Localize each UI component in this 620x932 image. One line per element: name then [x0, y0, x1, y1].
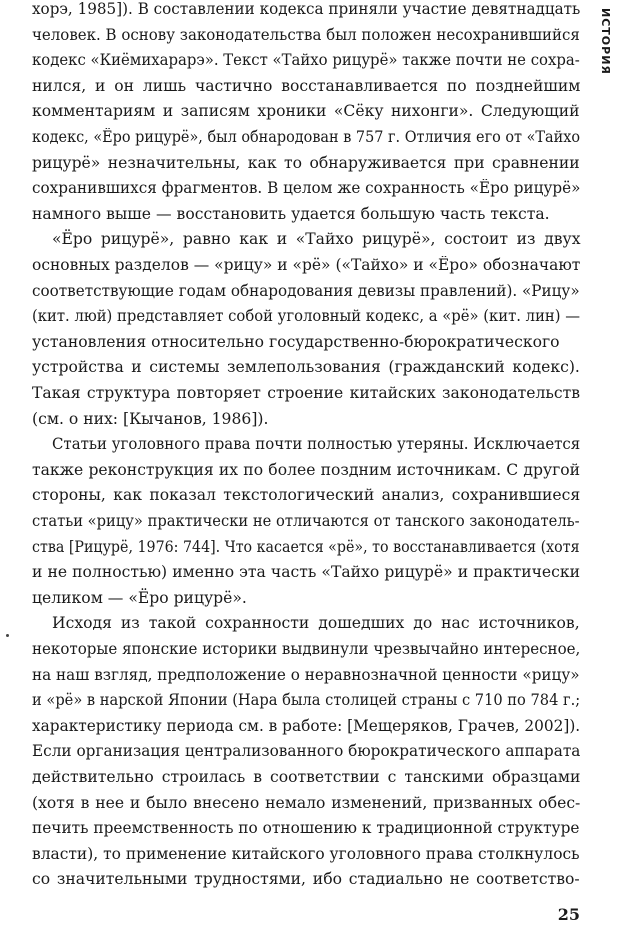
- text-line: (хотя в нее и было внесено немало изменений, призванных обес-: [32, 793, 581, 812]
- text-line: на наш взгляд, предположение о неравнозначной ценности «рицу»: [32, 665, 580, 684]
- text-line: Статьи уголовного права почти полностью утеряны. Исключается: [52, 435, 581, 454]
- page-number: 25: [557, 905, 580, 924]
- text-line: Такая структура повторяет строение китайских законодательств: [32, 384, 581, 402]
- text-line: власти), то применение китайского уголовного права столкнулось: [32, 844, 580, 863]
- text-line: ства [Рицурё, 1976: 744]. Что касается «рё», то восстанавливается (хотя: [32, 537, 580, 556]
- text-line: «Ёро рицурё», равно как и «Тайхо рицурё», состоит из двух: [52, 230, 581, 249]
- text-line: установления относительно государственно-бюрократического: [32, 332, 560, 351]
- text-line: и не полностью) именно эта часть «Тайхо рицурё» и практически: [32, 563, 581, 582]
- running-head: ИСТОРИЯ: [599, 8, 612, 75]
- text-line: хорэ, 1985]). В составлении кодекса приняли участие девятнадцать: [32, 0, 581, 18]
- text-line: печить преемственность по отношению к традиционной структуре: [32, 819, 580, 838]
- text-line: нился, и он лишь частично восстанавливается по позднейшим: [32, 76, 581, 95]
- text-line: со значительными трудностями, ибо стадиально не соответство-: [32, 870, 580, 889]
- text-line: рицурё» незначительны, как то обнаруживается при сравнении: [32, 153, 580, 172]
- text-line: некоторые японские историки выдвинули чрезвычайно интересное,: [32, 640, 581, 658]
- text-line: статьи «рицу» практически не отличаются от танского законодатель-: [32, 512, 580, 530]
- text-line: комментариям и записям хроники «Сёку нихонги». Следующий: [32, 102, 580, 121]
- text-line: устройства и системы землепользования (гражданский кодекс).: [32, 358, 580, 377]
- text-line: стороны, как показал текстологический анализ, сохранившиеся: [32, 486, 581, 505]
- text-line: также реконструкция их по более поздним источникам. С другой: [32, 460, 581, 479]
- stray-mark: [6, 634, 9, 637]
- text-line: кодекс, «Ёро рицурё», был обнародован в 757 г. Отличия его от «Тайхо: [32, 128, 581, 146]
- text-line: (кит. люй) представляет собой уголовный кодекс, а «рё» (кит. лин) —: [32, 307, 581, 326]
- text-line: Если организация централизованного бюрократического аппарата: [32, 742, 581, 761]
- text-line: кодекс «Киёмихарарэ». Текст «Тайхо рицурё» также почти не сохра-: [32, 51, 580, 70]
- text-line: соответствующие годам обнародования девизы правлений). «Рицу»: [32, 281, 580, 300]
- text-line: характеристику периода см. в работе: [Мещеряков, Грачев, 2002]).: [32, 716, 581, 735]
- text-line: сохранившихся фрагментов. В целом же сохранность «Ёро рицурё»: [32, 179, 581, 198]
- text-line: основных разделов — «рицу» и «рё» («Тайхо» и «Ёро» обозначают: [32, 256, 581, 274]
- text-line: действительно строилась в соответствии с танскими образцами: [32, 768, 581, 786]
- text-line: и «рё» в нарской Японии (Нара была столицей страны с 710 по 784 г.;: [32, 691, 581, 710]
- text-line: человек. В основу законодательства был положен несохранившийся: [32, 25, 580, 44]
- text-line: Исходя из такой сохранности дошедших до нас источников,: [52, 614, 580, 633]
- text-line: намного выше — восстановить удается большую часть текста.: [32, 204, 550, 223]
- text-line: целиком — «Ёро рицурё».: [32, 588, 247, 607]
- text-line: (см. о них: [Кычанов, 1986]).: [32, 409, 269, 428]
